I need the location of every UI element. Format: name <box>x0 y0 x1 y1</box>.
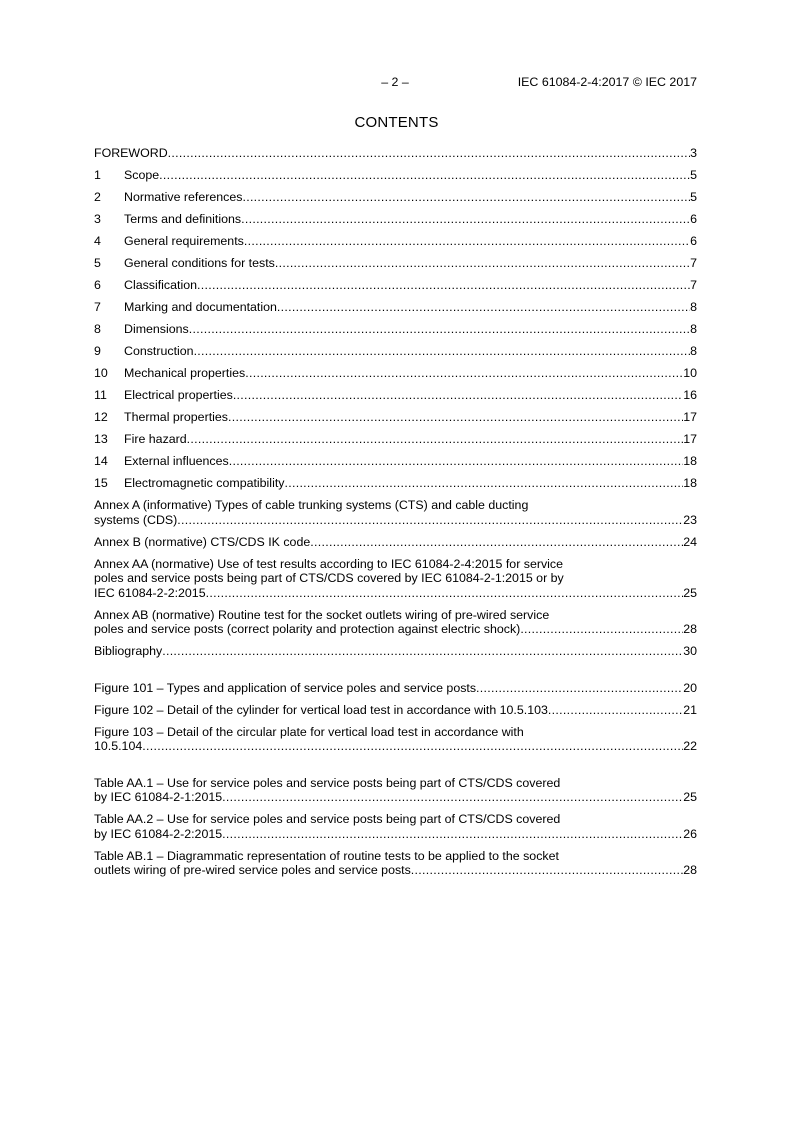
toc-entry[interactable] <box>94 608 697 637</box>
entry-title-text: Construction <box>124 344 194 358</box>
page-reference[interactable]: 3 <box>690 146 697 160</box>
table-entry[interactable] <box>94 812 697 841</box>
toc-entry[interactable] <box>94 212 697 227</box>
page-reference[interactable]: 8 <box>690 344 697 358</box>
entry-title <box>94 344 194 359</box>
entry-title <box>94 322 189 337</box>
toc-entry[interactable] <box>94 476 697 491</box>
clause-number: 11 <box>94 388 107 402</box>
dot-leader <box>520 622 683 637</box>
entry-title <box>94 410 228 425</box>
page-reference[interactable]: 16 <box>683 388 697 402</box>
toc-entry[interactable] <box>94 256 697 271</box>
entry-leader-line <box>94 344 697 359</box>
entry-leader-line <box>94 863 697 878</box>
toc-entry[interactable] <box>94 454 697 469</box>
entry-title-line: Table AA.1 – Use for service poles and service posts being part of CTS/CDS covered <box>94 775 561 790</box>
toc-entry[interactable] <box>94 190 697 205</box>
entry-leader-line <box>94 278 697 293</box>
entry-title-text: FOREWORD <box>94 146 168 160</box>
page-reference[interactable]: 6 <box>690 212 697 226</box>
dot-leader <box>284 476 683 491</box>
figure-entry[interactable] <box>94 725 697 754</box>
dot-leader <box>229 454 684 469</box>
entry-title <box>94 703 548 718</box>
dot-leader <box>310 535 683 550</box>
page-reference[interactable]: 25 <box>683 790 697 804</box>
entry-title-text: Electromagnetic compatibility <box>124 476 285 490</box>
entry-title <box>94 790 222 805</box>
entry-leader-line <box>94 739 697 754</box>
page-reference[interactable]: 30 <box>683 644 697 658</box>
entry-title <box>94 256 275 271</box>
entry-title-line: Table AB.1 – Diagrammatic representation of routine tests to be applied to the socket <box>94 848 559 863</box>
clause-number: 13 <box>94 432 108 446</box>
clause-number: 4 <box>94 234 101 248</box>
dot-leader <box>245 366 683 381</box>
page-reference[interactable]: 20 <box>683 680 697 695</box>
page-reference[interactable]: 18 <box>683 476 697 490</box>
toc-entry[interactable] <box>94 146 697 161</box>
entry-leader-line <box>94 168 697 183</box>
entry-title-text: Dimensions <box>124 322 189 336</box>
entry-title-line: Annex AA (normative) Use of test results according to IEC 61084-2-4:2015 for service <box>94 556 564 571</box>
entry-title-line: Figure 103 – Detail of the circular plate for vertical load test in accordance with <box>94 724 524 739</box>
entry-title <box>94 622 520 637</box>
page-reference[interactable]: 8 <box>690 300 697 314</box>
dot-leader <box>411 863 683 878</box>
entry-title <box>94 212 241 227</box>
entry-leader-line <box>94 644 697 659</box>
page-reference[interactable]: 23 <box>683 512 697 527</box>
page-reference[interactable]: 17 <box>683 432 697 446</box>
entry-leader-line <box>94 622 697 637</box>
document-header: IEC 61084-2-4:2017 © IEC 2017 <box>517 75 697 89</box>
entry-title-text: Thermal properties <box>124 410 228 424</box>
entry-title <box>94 644 162 659</box>
clause-number: 10 <box>94 366 108 380</box>
entry-title-text: Fire hazard <box>124 432 187 446</box>
entry-title <box>94 827 222 842</box>
entry-title <box>94 168 159 183</box>
toc-entry[interactable] <box>94 644 697 659</box>
entry-leader-line <box>94 212 697 227</box>
entry-title-text: General conditions for tests <box>124 256 275 270</box>
table-entry[interactable] <box>94 776 697 805</box>
figure-entry[interactable] <box>94 681 697 696</box>
page-reference[interactable]: 17 <box>683 410 697 424</box>
entry-title-line: Annex AB (normative) Routine test for the socket outlets wiring of pre-wired service <box>94 607 550 622</box>
entry-title-text: Figure 102 – Detail of the cylinder for vertical load test in accordance with 10.5.103 <box>94 702 548 717</box>
dot-leader <box>142 739 683 754</box>
entry-leader-line <box>94 513 697 528</box>
toc-entry[interactable] <box>94 410 697 425</box>
entry-title <box>94 300 277 315</box>
dot-leader <box>162 644 683 659</box>
entry-title-text: by IEC 61084-2-2:2015 <box>94 826 223 841</box>
page-reference[interactable]: 18 <box>683 454 697 468</box>
entry-title-text: Scope <box>124 168 160 182</box>
clause-number: 7 <box>94 300 101 314</box>
table-entry[interactable] <box>94 849 697 878</box>
entry-leader-line <box>94 366 697 381</box>
clause-number: 15 <box>94 476 108 490</box>
dot-leader <box>187 432 684 447</box>
dot-leader <box>194 344 691 359</box>
entry-leader-line <box>94 388 697 403</box>
entry-leader-line <box>94 146 697 161</box>
entry-title-text: Figure 101 – Types and application of service poles and service posts <box>94 680 477 695</box>
toc-entry[interactable] <box>94 168 697 183</box>
clause-number: 2 <box>94 190 101 204</box>
entry-title-text: outlets wiring of pre-wired service poles and service posts <box>94 863 411 877</box>
entry-title-text: Terms and definitions <box>124 212 242 226</box>
entry-leader-line <box>94 827 697 842</box>
toc-entry[interactable] <box>94 432 697 447</box>
dot-leader <box>241 212 690 227</box>
entry-title-text: poles and service posts (correct polarity and protection against electric shock) <box>94 622 521 636</box>
dot-leader <box>244 234 690 249</box>
toc-entry[interactable] <box>94 535 697 550</box>
clause-number: 12 <box>94 410 108 424</box>
page-title: CONTENTS <box>354 114 439 131</box>
dot-leader <box>206 586 684 601</box>
page-reference[interactable]: 7 <box>690 278 697 292</box>
clause-number: 5 <box>94 256 101 270</box>
dot-leader <box>476 681 683 696</box>
entry-title-line: Annex A (informative) Types of cable trunking systems (CTS) and cable ducting <box>94 498 529 512</box>
entry-title-text: Classification <box>124 278 197 292</box>
clause-number: 1 <box>94 168 101 182</box>
entry-leader-line <box>94 190 697 205</box>
entry-title-text: by IEC 61084-2-1:2015 <box>94 790 223 804</box>
entry-title <box>94 513 177 528</box>
entry-leader-line <box>94 234 697 249</box>
entry-title-text: Annex B (normative) CTS/CDS IK code <box>94 534 311 549</box>
entry-title-text: IEC 61084-2-2:2015 <box>94 585 206 600</box>
entry-title-text: Electrical properties <box>124 388 233 402</box>
entry-title-text: systems (CDS) <box>94 512 178 527</box>
figure-entry[interactable] <box>94 703 697 718</box>
entry-leader-line <box>94 454 697 469</box>
dot-leader <box>159 168 690 183</box>
clause-number: 8 <box>94 322 101 336</box>
page-reference[interactable]: 24 <box>683 534 697 549</box>
dot-leader <box>228 410 683 425</box>
entry-title <box>94 863 411 878</box>
page-reference[interactable]: 21 <box>683 702 697 717</box>
entry-title <box>94 190 242 205</box>
entry-title-text: Marking and documentation <box>124 300 277 314</box>
dot-leader <box>197 278 690 293</box>
clause-number: 3 <box>94 212 101 226</box>
dot-leader <box>242 190 690 205</box>
entry-leader-line <box>94 681 697 696</box>
page-reference[interactable]: 6 <box>690 234 697 248</box>
entry-title <box>94 432 187 447</box>
toc-entry[interactable] <box>94 300 697 315</box>
entry-leader-line <box>94 322 697 337</box>
entry-title <box>94 476 284 491</box>
toc-entry[interactable] <box>94 322 697 337</box>
entry-title <box>94 681 476 696</box>
page-reference[interactable]: 22 <box>683 739 697 753</box>
dot-leader <box>275 256 690 271</box>
entry-leader-line <box>94 476 697 491</box>
toc-entry[interactable] <box>94 278 697 293</box>
clause-number: 14 <box>94 454 108 468</box>
toc-entry[interactable] <box>94 344 697 359</box>
dot-leader <box>548 703 683 718</box>
entry-title-text: 10.5.104 <box>94 739 143 753</box>
entry-title <box>94 278 197 293</box>
toc-entry[interactable] <box>94 366 697 381</box>
dot-leader <box>189 322 690 337</box>
page-reference[interactable]: 8 <box>690 322 697 336</box>
page-reference[interactable]: 7 <box>690 256 697 270</box>
page-reference[interactable]: 28 <box>683 622 697 636</box>
toc-entry[interactable] <box>94 557 697 601</box>
page-reference[interactable]: 25 <box>683 585 697 600</box>
page-reference[interactable]: 10 <box>683 366 697 380</box>
entry-title-text: Normative references <box>124 190 243 204</box>
entry-title-text: Bibliography <box>94 644 163 658</box>
entry-title-text: External influences <box>124 454 229 468</box>
toc-entry[interactable] <box>94 498 697 527</box>
page-reference[interactable]: 5 <box>690 190 697 204</box>
entry-title-text: Mechanical properties <box>124 366 246 380</box>
page-number: – 2 – <box>381 75 409 89</box>
entry-title <box>94 586 206 601</box>
entry-title <box>94 366 245 381</box>
entry-leader-line <box>94 300 697 315</box>
entry-leader-line <box>94 432 697 447</box>
entry-title <box>94 146 168 161</box>
entry-leader-line <box>94 586 697 601</box>
dot-leader <box>222 827 683 842</box>
page-reference[interactable]: 26 <box>683 826 697 841</box>
entry-leader-line <box>94 410 697 425</box>
page-reference[interactable]: 28 <box>683 863 697 877</box>
toc-entry[interactable] <box>94 388 697 403</box>
clause-number: 9 <box>94 344 101 358</box>
entry-title <box>94 234 244 249</box>
page-reference[interactable]: 5 <box>690 168 697 182</box>
entry-title-line: poles and service posts being part of CTS/CDS covered by IEC 61084-2-1:2015 or by <box>94 571 564 585</box>
toc-entry[interactable] <box>94 234 697 249</box>
entry-title <box>94 454 229 469</box>
dot-leader <box>233 388 683 403</box>
entry-leader-line <box>94 535 697 550</box>
entry-title-line: Table AA.2 – Use for service poles and service posts being part of CTS/CDS covered <box>94 812 561 826</box>
dot-leader <box>168 146 690 161</box>
entry-leader-line <box>94 256 697 271</box>
entry-title-text: General requirements <box>124 234 244 248</box>
clause-number: 6 <box>94 278 101 292</box>
entry-leader-line <box>94 790 697 805</box>
entry-title <box>94 388 233 403</box>
entry-leader-line <box>94 703 697 718</box>
entry-title <box>94 535 310 550</box>
dot-leader <box>222 790 683 805</box>
entry-title <box>94 739 142 754</box>
table-of-contents <box>94 146 697 885</box>
dot-leader <box>177 513 683 528</box>
dot-leader <box>277 300 690 315</box>
